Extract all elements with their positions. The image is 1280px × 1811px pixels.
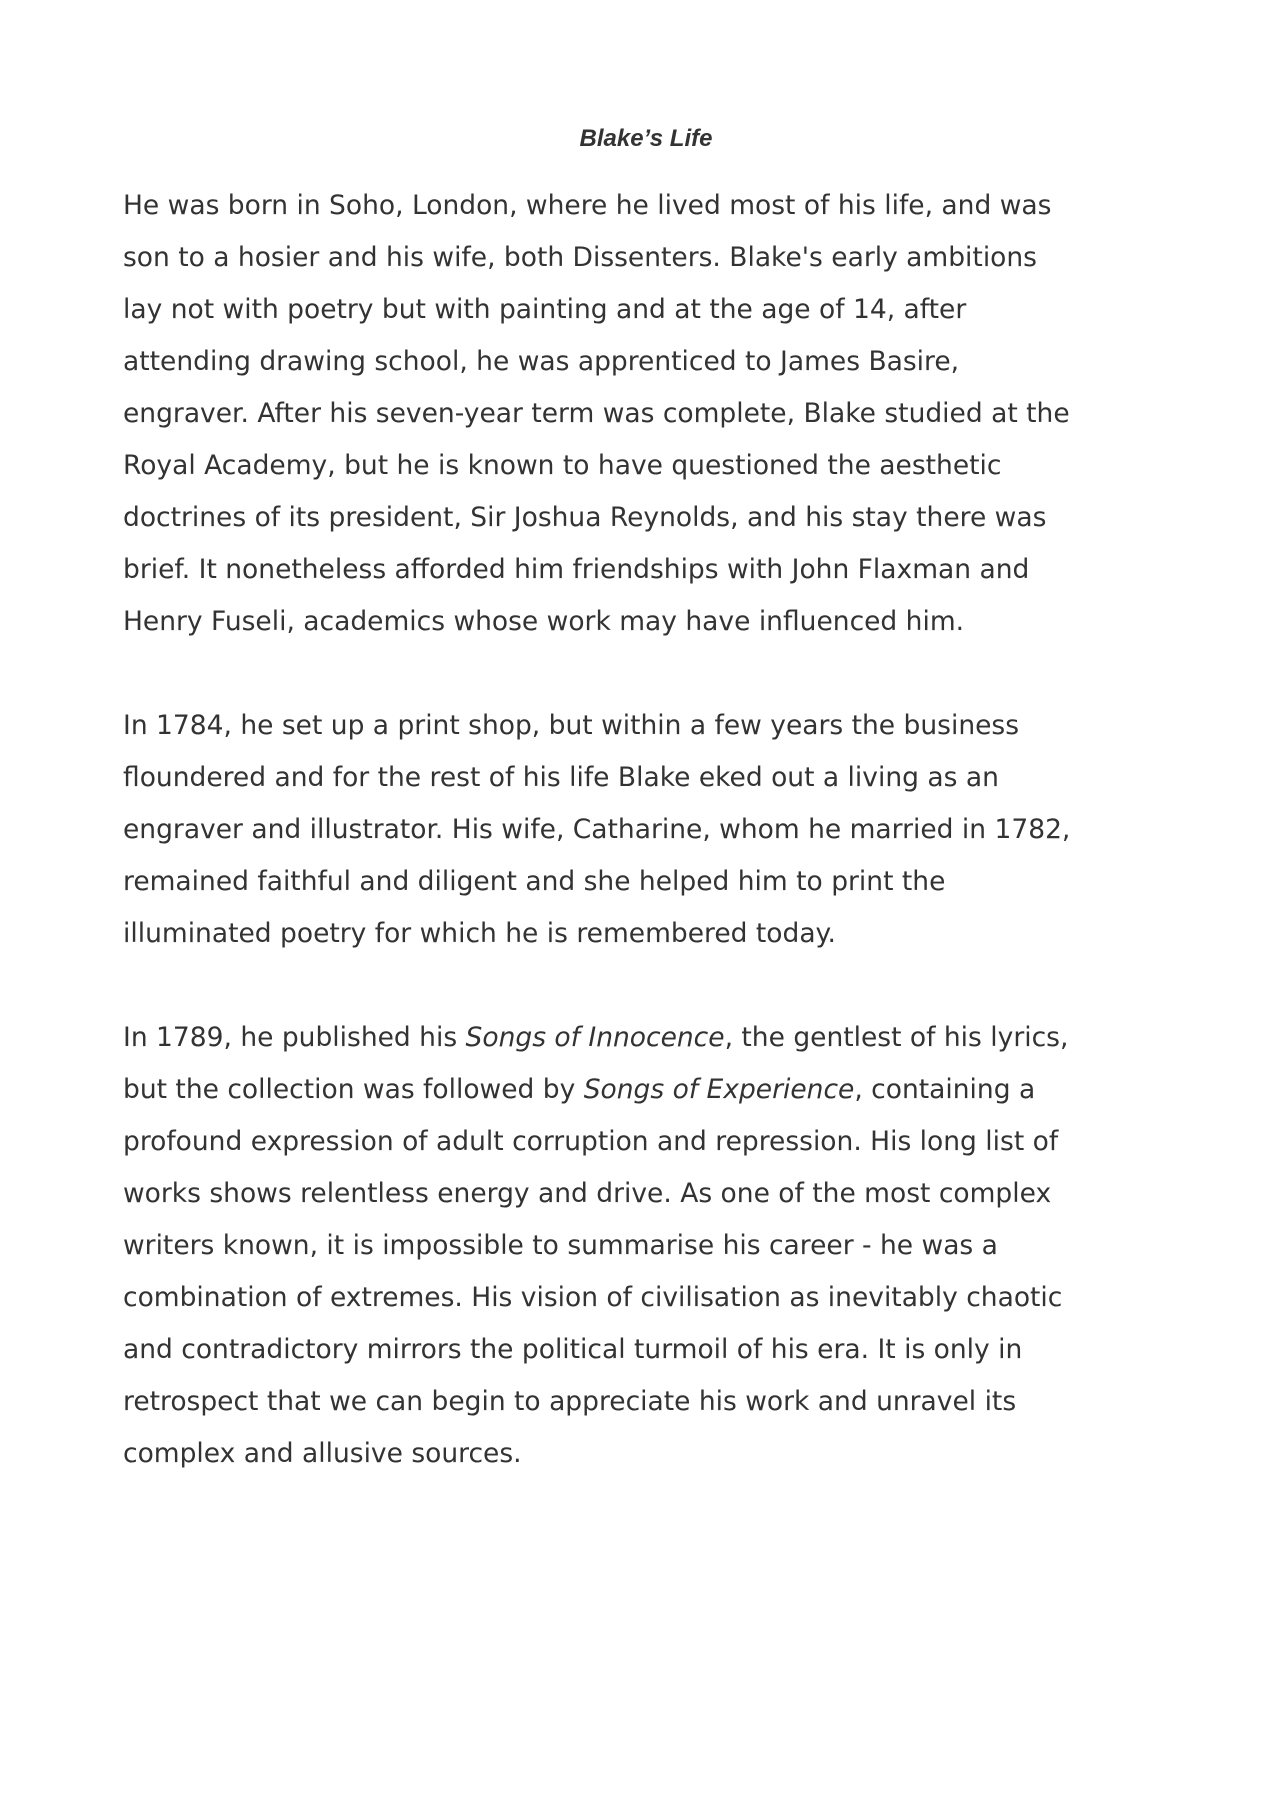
document-body [123,180,1163,1532]
text-line: He was born in Soho, London, where he lived most of his life, and was [123,190,1052,221]
text-line: retrospect that we can begin to appreciate his work and unravel its [123,1386,1017,1417]
text-line: remained faithful and diligent and she helped him to print the [123,866,946,897]
text-line: son to a hosier and his wife, both Dissenters. Blake's early ambitions [123,242,1037,273]
paragraph [123,1012,1163,1480]
text-line: Royal Academy, but he is known to have questioned the aesthetic [123,450,1002,481]
text-line: combination of extremes. His vision of civilisation as inevitably chaotic [123,1282,1063,1313]
text-line: floundered and for the rest of his life Blake eked out a living as an [123,762,999,793]
text-line: brief. It nonetheless afforded him friendships with John Flaxman and [123,554,1030,585]
text-line: In 1789, he published his Songs of Innocence, the gentlest of his lyrics, [123,1022,1069,1053]
text-line: engraver and illustrator. His wife, Catharine, whom he married in 1782, [123,814,1071,845]
text-line: lay not with poetry but with painting and at the age of 14, after [123,294,967,325]
text-line: attending drawing school, he was apprenticed to James Basire, [123,346,960,377]
text-line: complex and allusive sources. [123,1438,522,1469]
text-line: Henry Fuseli, academics whose work may have influenced him. [123,606,965,637]
text-line: doctrines of its president, Sir Joshua Reynolds, and his stay there was [123,502,1047,533]
text-line: works shows relentless energy and drive. As one of the most complex [123,1178,1052,1209]
paragraph [123,700,1163,960]
text-line: and contradictory mirrors the political turmoil of his era. It is only in [123,1334,1023,1365]
text-line: illuminated poetry for which he is remembered today. [123,918,836,949]
document-title: Blake’s Life [579,125,713,152]
text-line: profound expression of adult corruption and repression. His long list of [123,1126,1059,1157]
text-line: writers known, it is impossible to summarise his career - he was a [123,1230,998,1261]
paragraph [123,180,1163,648]
book-title-songs-of-innocence: Songs of Innocence [465,1022,725,1053]
text-line: In 1784, he set up a print shop, but within a few years the business [123,710,1020,741]
text-line: engraver. After his seven-year term was complete, Blake studied at the [123,398,1070,429]
text-line: but the collection was followed by Songs of Experience, containing a [123,1074,1036,1105]
book-title-songs-of-experience: Songs of Experience [583,1074,855,1105]
